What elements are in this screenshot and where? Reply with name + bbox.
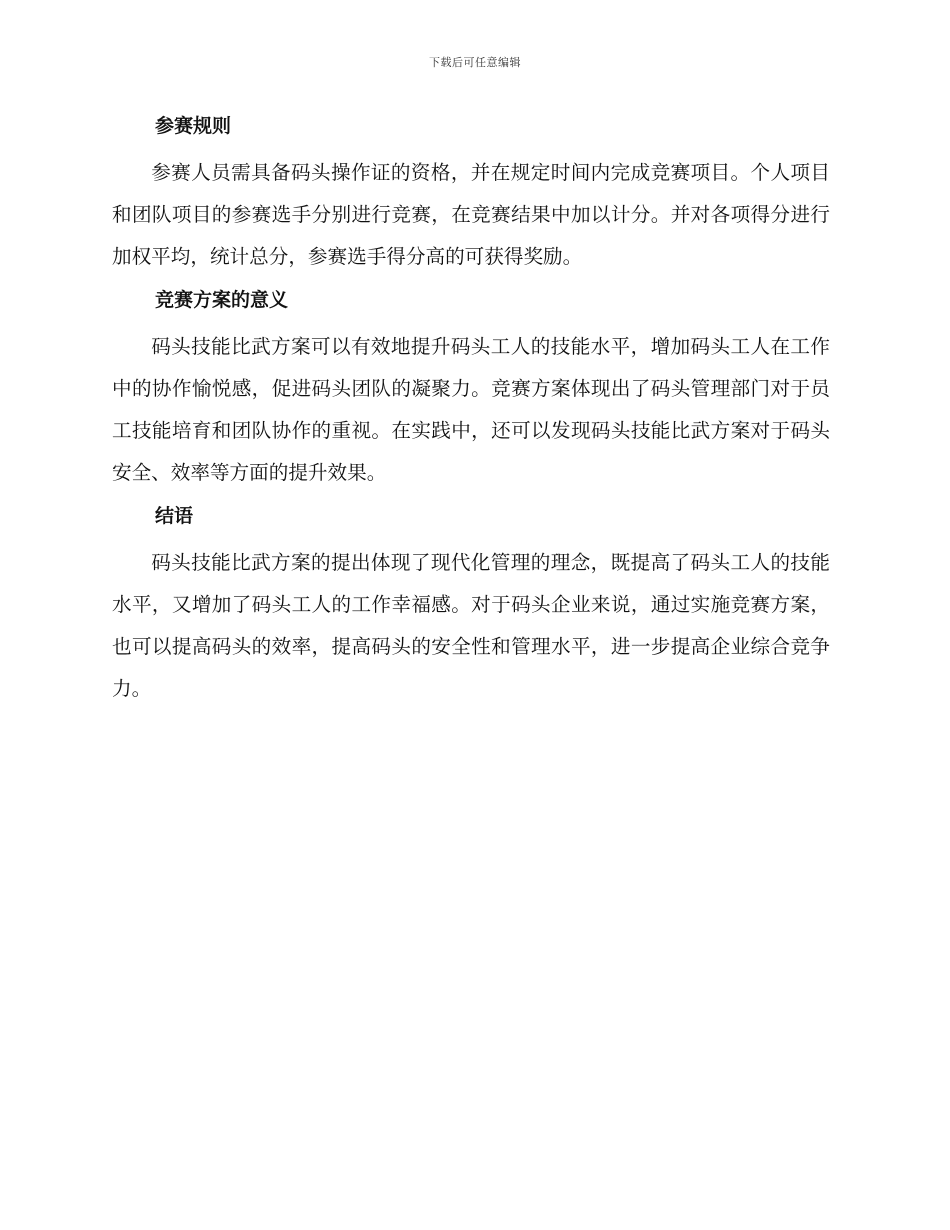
section-conclusion [112, 500, 830, 710]
document-body [112, 110, 830, 716]
section-rules [112, 110, 830, 278]
header-note: 下载后可任意编辑 [429, 56, 521, 69]
section-heading: 参赛规则 [155, 115, 232, 137]
section-heading: 结语 [155, 505, 194, 527]
section-heading: 竞赛方案的意义 [155, 289, 289, 311]
section-significance [112, 284, 830, 494]
section-paragraph: 参赛人员需具备码头操作证的资格，并在规定时间内完成竞赛项目。个人项目和团队项目的参赛选手分别进行竞赛，在竞赛结果中加以计分。并对各项得分进行加权平均，统计总分，参赛选手得分高的可获得奖励。 [112, 161, 830, 268]
section-paragraph: 码头技能比武方案可以有效地提升码头工人的技能水平，增加码头工人在工作中的协作愉悦感，促进码头团队的凝聚力。竞赛方案体现出了码头管理部门对于员工技能培育和团队协作的重视。在实践中，还可以发现码头技能比武方案对于码头安全、效率等方面的提升效果。 [112, 335, 830, 484]
section-paragraph: 码头技能比武方案的提出体现了现代化管理的理念，既提高了码头工人的技能水平，又增加了码头工人的工作幸福感。对于码头企业来说，通过实施竞赛方案，也可以提高码头的效率，提高码头的安全性和管理水平，进一步提高企业综合竞争力。 [112, 551, 830, 700]
